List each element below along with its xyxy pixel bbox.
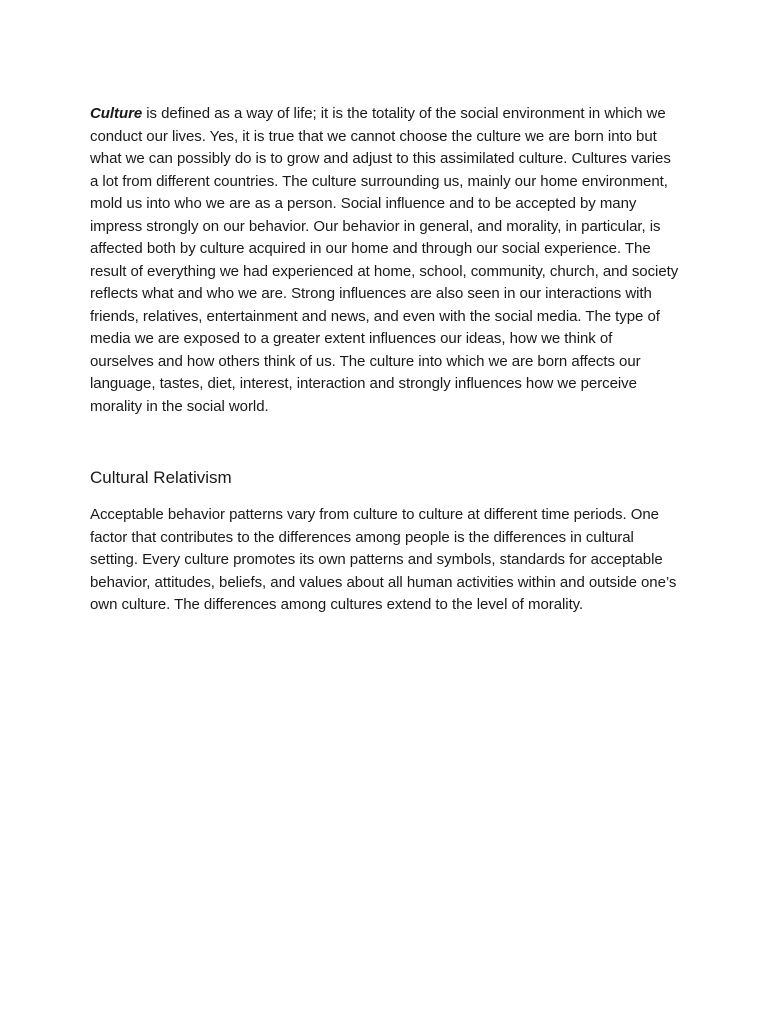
culture-definition-paragraph [90,103,680,418]
culture-definition-text: is defined as a way of life; it is the totality of the social environment in which we conduct our lives. Yes, it is true that we cannot choose the culture we are born into but what we can possibly do is to grow and adjust to this assimilated culture. Cultures varies a lot from different countries. The culture surrounding us, mainly our home environment, mold us into who we are as a person. Social influence and to be accepted by many impress strongly on our behavior. Our behavior in general, and morality, in particular, is affected both by culture acquired in our home and through our social experience. The result of everything we had experienced at home, school, community, church, and society reflects what and who we are. Strong influences are also seen in our interactions with friends, relatives, entertainment and news, and even with the social media. The type of media we are exposed to a greater extent influences our ideas, how we think of ourselves and how others think of us. The culture into which we are born affects our language, tastes, diet, interest, interaction and strongly influences how we perceive morality in the social world. [90,105,679,415]
cultural-relativism-paragraph: Acceptable behavior patterns vary from culture to culture at different time periods. One factor that contributes to the differences among people is the differences in cultural setting. Every culture promotes its own patterns and symbols, standards for acceptable behavior, attitudes, beliefs, and values about all human activities within and outside one’s own culture. The differences among cultures extend to the level of morality. [90,506,677,613]
page-content [90,103,680,617]
culture-term: Culture [90,105,143,122]
section-heading: Cultural Relativism [90,468,232,487]
